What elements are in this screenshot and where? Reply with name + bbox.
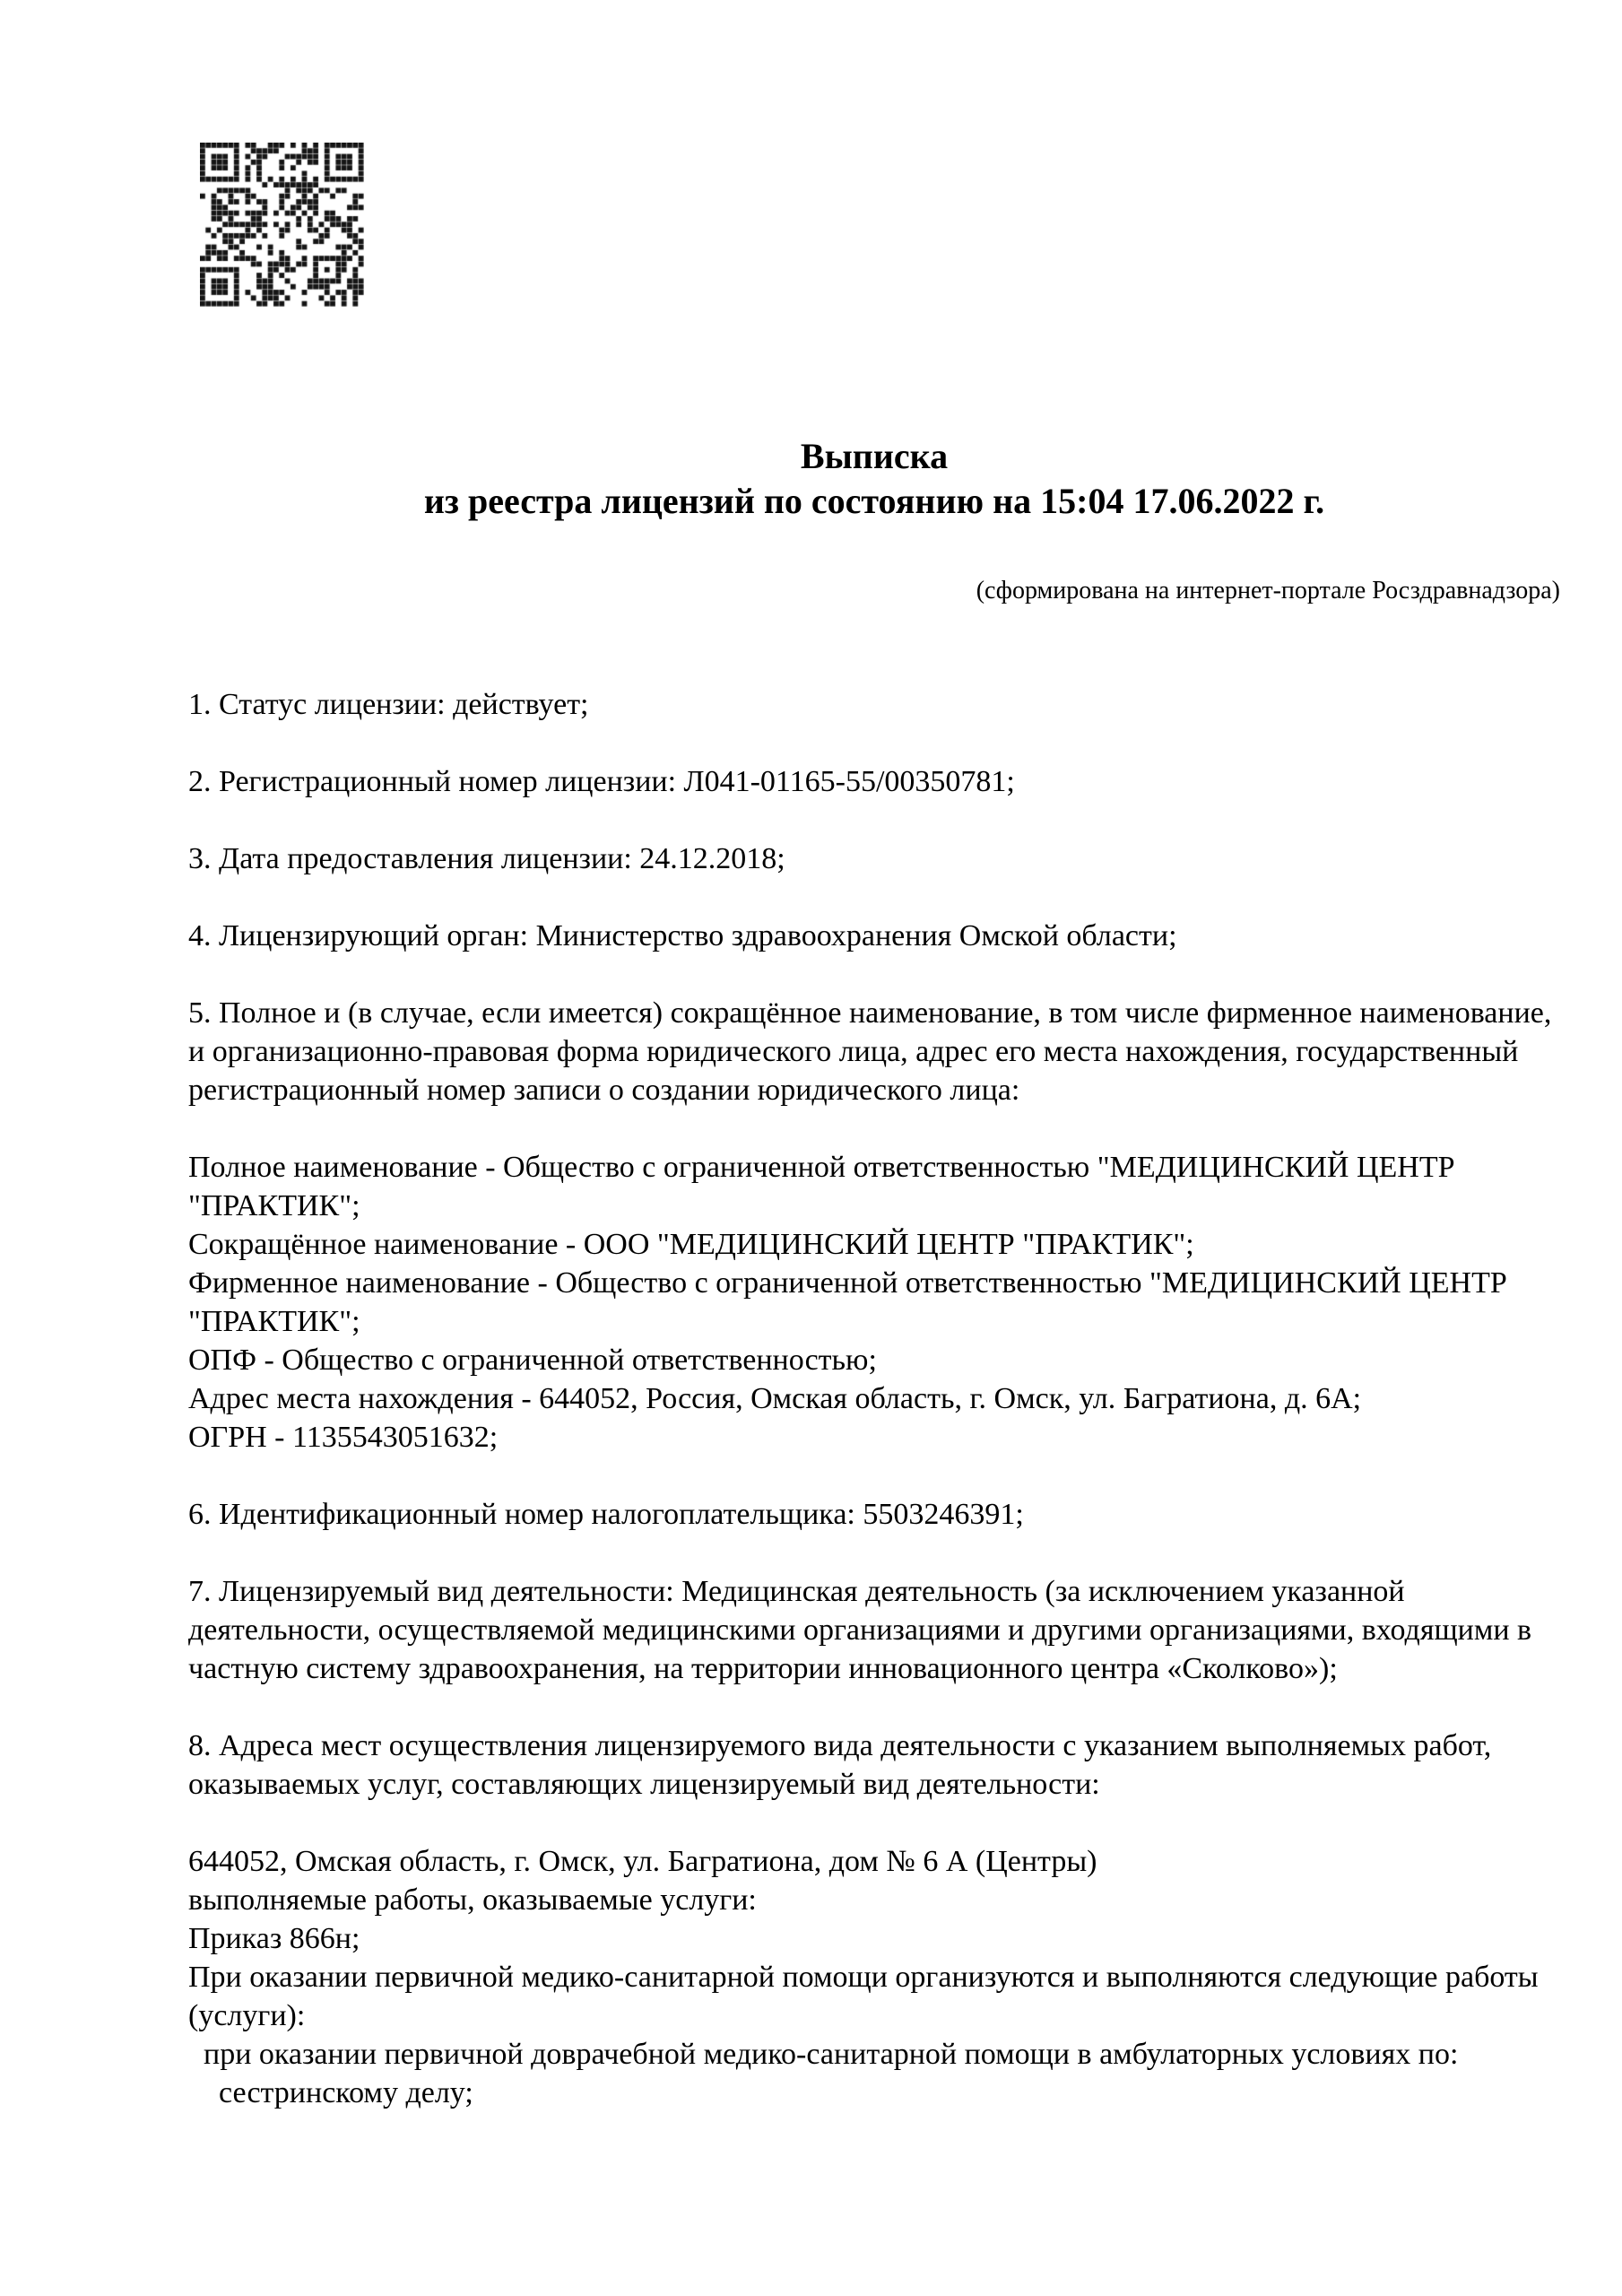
paragraph <box>188 1842 1560 2112</box>
text-line: 6. Идентификационный номер налогоплательщика: 5503246391; <box>188 1498 1024 1531</box>
text-line: Полное наименование - Общество с ограниченной ответственностью "МЕДИЦИНСКИЙ ЦЕНТР "ПРАКТИК"; <box>188 1151 1463 1222</box>
qr-code-icon <box>200 143 364 307</box>
paragraph <box>188 994 1560 1109</box>
text-line: 4. Лицензирующий орган: Министерство здравоохранения Омской области; <box>188 919 1177 952</box>
paragraph <box>188 762 1560 801</box>
text-line: сестринскому делу; <box>188 2076 473 2109</box>
text-line: Приказ 866н; <box>188 1922 360 1955</box>
text-line: выполняемые работы, оказываемые услуги: <box>188 1883 757 1917</box>
text-line: ОПФ - Общество с ограниченной ответственностью; <box>188 1344 877 1377</box>
document-title-line2: из реестра лицензий по состоянию на 15:04 17.06.2022 г. <box>423 481 1325 521</box>
paragraph <box>188 685 1560 724</box>
text-line: 644052, Омская область, г. Омск, ул. Багратиона, дом № 6 А (Центры) <box>188 1845 1097 1878</box>
text-line: 3. Дата предоставления лицензии: 24.12.2018; <box>188 842 785 875</box>
text-line: При оказании первичной медико-санитарной помощи организуются и выполняются следующие работы (услуги): <box>188 1961 1547 2032</box>
document-body <box>188 685 1560 2151</box>
paragraph <box>188 1572 1560 1688</box>
paragraph <box>188 839 1560 878</box>
paragraph <box>188 1495 1560 1534</box>
text-line: 5. Полное и (в случае, если имеется) сокращённое наименование, в том числе фирменное наименование, и организационно-правовая форма юридического лица, адрес его места нахождения, государственный регистрационный номер записи о создании юридического лица: <box>188 996 1559 1107</box>
text-line: 8. Адреса мест осуществления лицензируемого вида деятельности с указанием выполняемых работ, оказываемых услуг, составляющих лицензируемый вид деятельности: <box>188 1729 1499 1801</box>
paragraph <box>188 1148 1560 1457</box>
document-title <box>188 434 1560 524</box>
text-line: ОГРН - 1135543051632; <box>188 1421 499 1454</box>
text-line: Адрес места нахождения - 644052, Россия, Омская область, г. Омск, ул. Багратиона, д. 6А; <box>188 1382 1362 1415</box>
text-line: 1. Статус лицензии: действует; <box>188 688 589 721</box>
text-line: Сокращённое наименование - ООО "МЕДИЦИНСКИЙ ЦЕНТР "ПРАКТИК"; <box>188 1228 1194 1261</box>
paragraph <box>188 1726 1560 1804</box>
document-title-line1: Выписка <box>800 436 949 476</box>
text-line: 2. Регистрационный номер лицензии: Л041-01165-55/00350781; <box>188 765 1015 798</box>
paragraph <box>188 917 1560 955</box>
text-line: 7. Лицензируемый вид деятельности: Медицинская деятельность (за исключением указанной деятельности, осуществляемой медицинскими организациями и другими организациями, входящими в частную систему здравоохранения, на территории инновационного центра «Сколково»); <box>188 1575 1540 1685</box>
document-subtitle: (сформирована на интернет-портале Росздравнадзора) <box>976 577 1560 604</box>
text-line: при оказании первичной доврачебной медико-санитарной помощи в амбулаторных условиях по: <box>188 2038 1459 2071</box>
text-line: Фирменное наименование - Общество с ограниченной ответственностью "МЕДИЦИНСКИЙ ЦЕНТР "ПРАКТИК"; <box>188 1266 1515 1338</box>
